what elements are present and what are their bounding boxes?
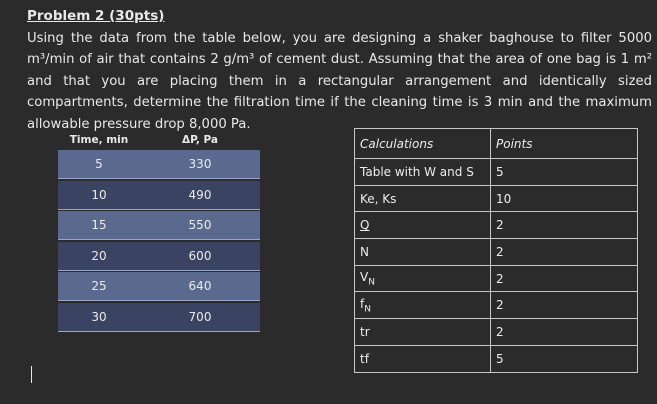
- points-cell: 2: [491, 292, 638, 319]
- points-cell: 10: [491, 185, 638, 212]
- pressure-drop-cell: 330: [188, 157, 212, 171]
- problem-text: Using the data from the table below, you are designing a shaker baghouse to filter 5000 m³/min of air that contains 2 g/m³ of cement dust. Assuming that the area of one bag is 1 m² and that you are placing them in a rectangular arrangement and identically sized compartments, determine the filtration time if the cleaning time is 3 min and the maximum allowable pressure drop 8,000 Pa.: [27, 30, 652, 132]
- calculation-cell: [355, 292, 491, 319]
- calculation-cell: Table with W and S: [355, 159, 491, 186]
- points-column-header: Points: [491, 129, 638, 159]
- vn-symbol: V: [360, 269, 369, 284]
- table-row: [355, 185, 638, 212]
- time-cell: 15: [91, 218, 107, 232]
- pressure-drop-column-header: ΔP, Pa: [181, 134, 219, 146]
- pressure-drop-cell: 640: [188, 279, 212, 293]
- table-row: [58, 211, 260, 240]
- table-row: [355, 292, 638, 319]
- calculation-cell: tf: [355, 345, 491, 372]
- table-row: [355, 239, 638, 266]
- calculations-points-table: [354, 128, 638, 373]
- points-cell: 5: [491, 345, 638, 372]
- table-row: [355, 159, 638, 186]
- pressure-drop-cell: 490: [188, 187, 212, 202]
- table-row: [58, 303, 260, 332]
- table-row: [58, 272, 260, 301]
- time-pressure-header: [58, 134, 260, 150]
- fn-subscript: N: [364, 303, 371, 314]
- calculation-cell: [355, 265, 491, 292]
- points-cell: 5: [491, 159, 638, 186]
- time-pressure-table: [58, 134, 260, 333]
- points-cell: 2: [491, 319, 638, 346]
- table-row: [355, 319, 638, 346]
- time-column-header: Time, min: [69, 134, 129, 146]
- time-cell: 20: [91, 248, 107, 263]
- time-cell: 25: [91, 279, 107, 293]
- calc-header-row: [355, 129, 638, 159]
- pressure-drop-cell: 550: [188, 218, 212, 232]
- problem-statement: [27, 6, 652, 135]
- calculation-cell: [355, 212, 491, 239]
- table-row: [355, 265, 638, 292]
- pressure-drop-cell: 600: [188, 248, 212, 263]
- time-cell: 5: [95, 157, 103, 171]
- time-cell: 10: [91, 187, 107, 202]
- pressure-drop-cell: 700: [188, 309, 212, 324]
- points-cell: 2: [491, 212, 638, 239]
- calculation-cell: tr: [355, 319, 491, 346]
- calculations-column-header: Calculations: [355, 129, 491, 159]
- table-row: [58, 150, 260, 179]
- points-cell: 2: [491, 239, 638, 266]
- table-row: [58, 181, 260, 210]
- table-row: [58, 242, 260, 271]
- points-cell: 2: [491, 265, 638, 292]
- text-cursor: [31, 366, 32, 383]
- table-row: [355, 345, 638, 372]
- time-cell: 30: [91, 309, 107, 324]
- q-symbol: Q: [360, 218, 370, 233]
- vn-subscript: N: [368, 277, 375, 288]
- problem-title: Problem 2 (30pts): [27, 8, 165, 24]
- table-row: [355, 212, 638, 239]
- calculation-cell: N: [355, 239, 491, 266]
- fn-symbol: f: [360, 296, 365, 311]
- calculation-cell: Ke, Ks: [355, 185, 491, 212]
